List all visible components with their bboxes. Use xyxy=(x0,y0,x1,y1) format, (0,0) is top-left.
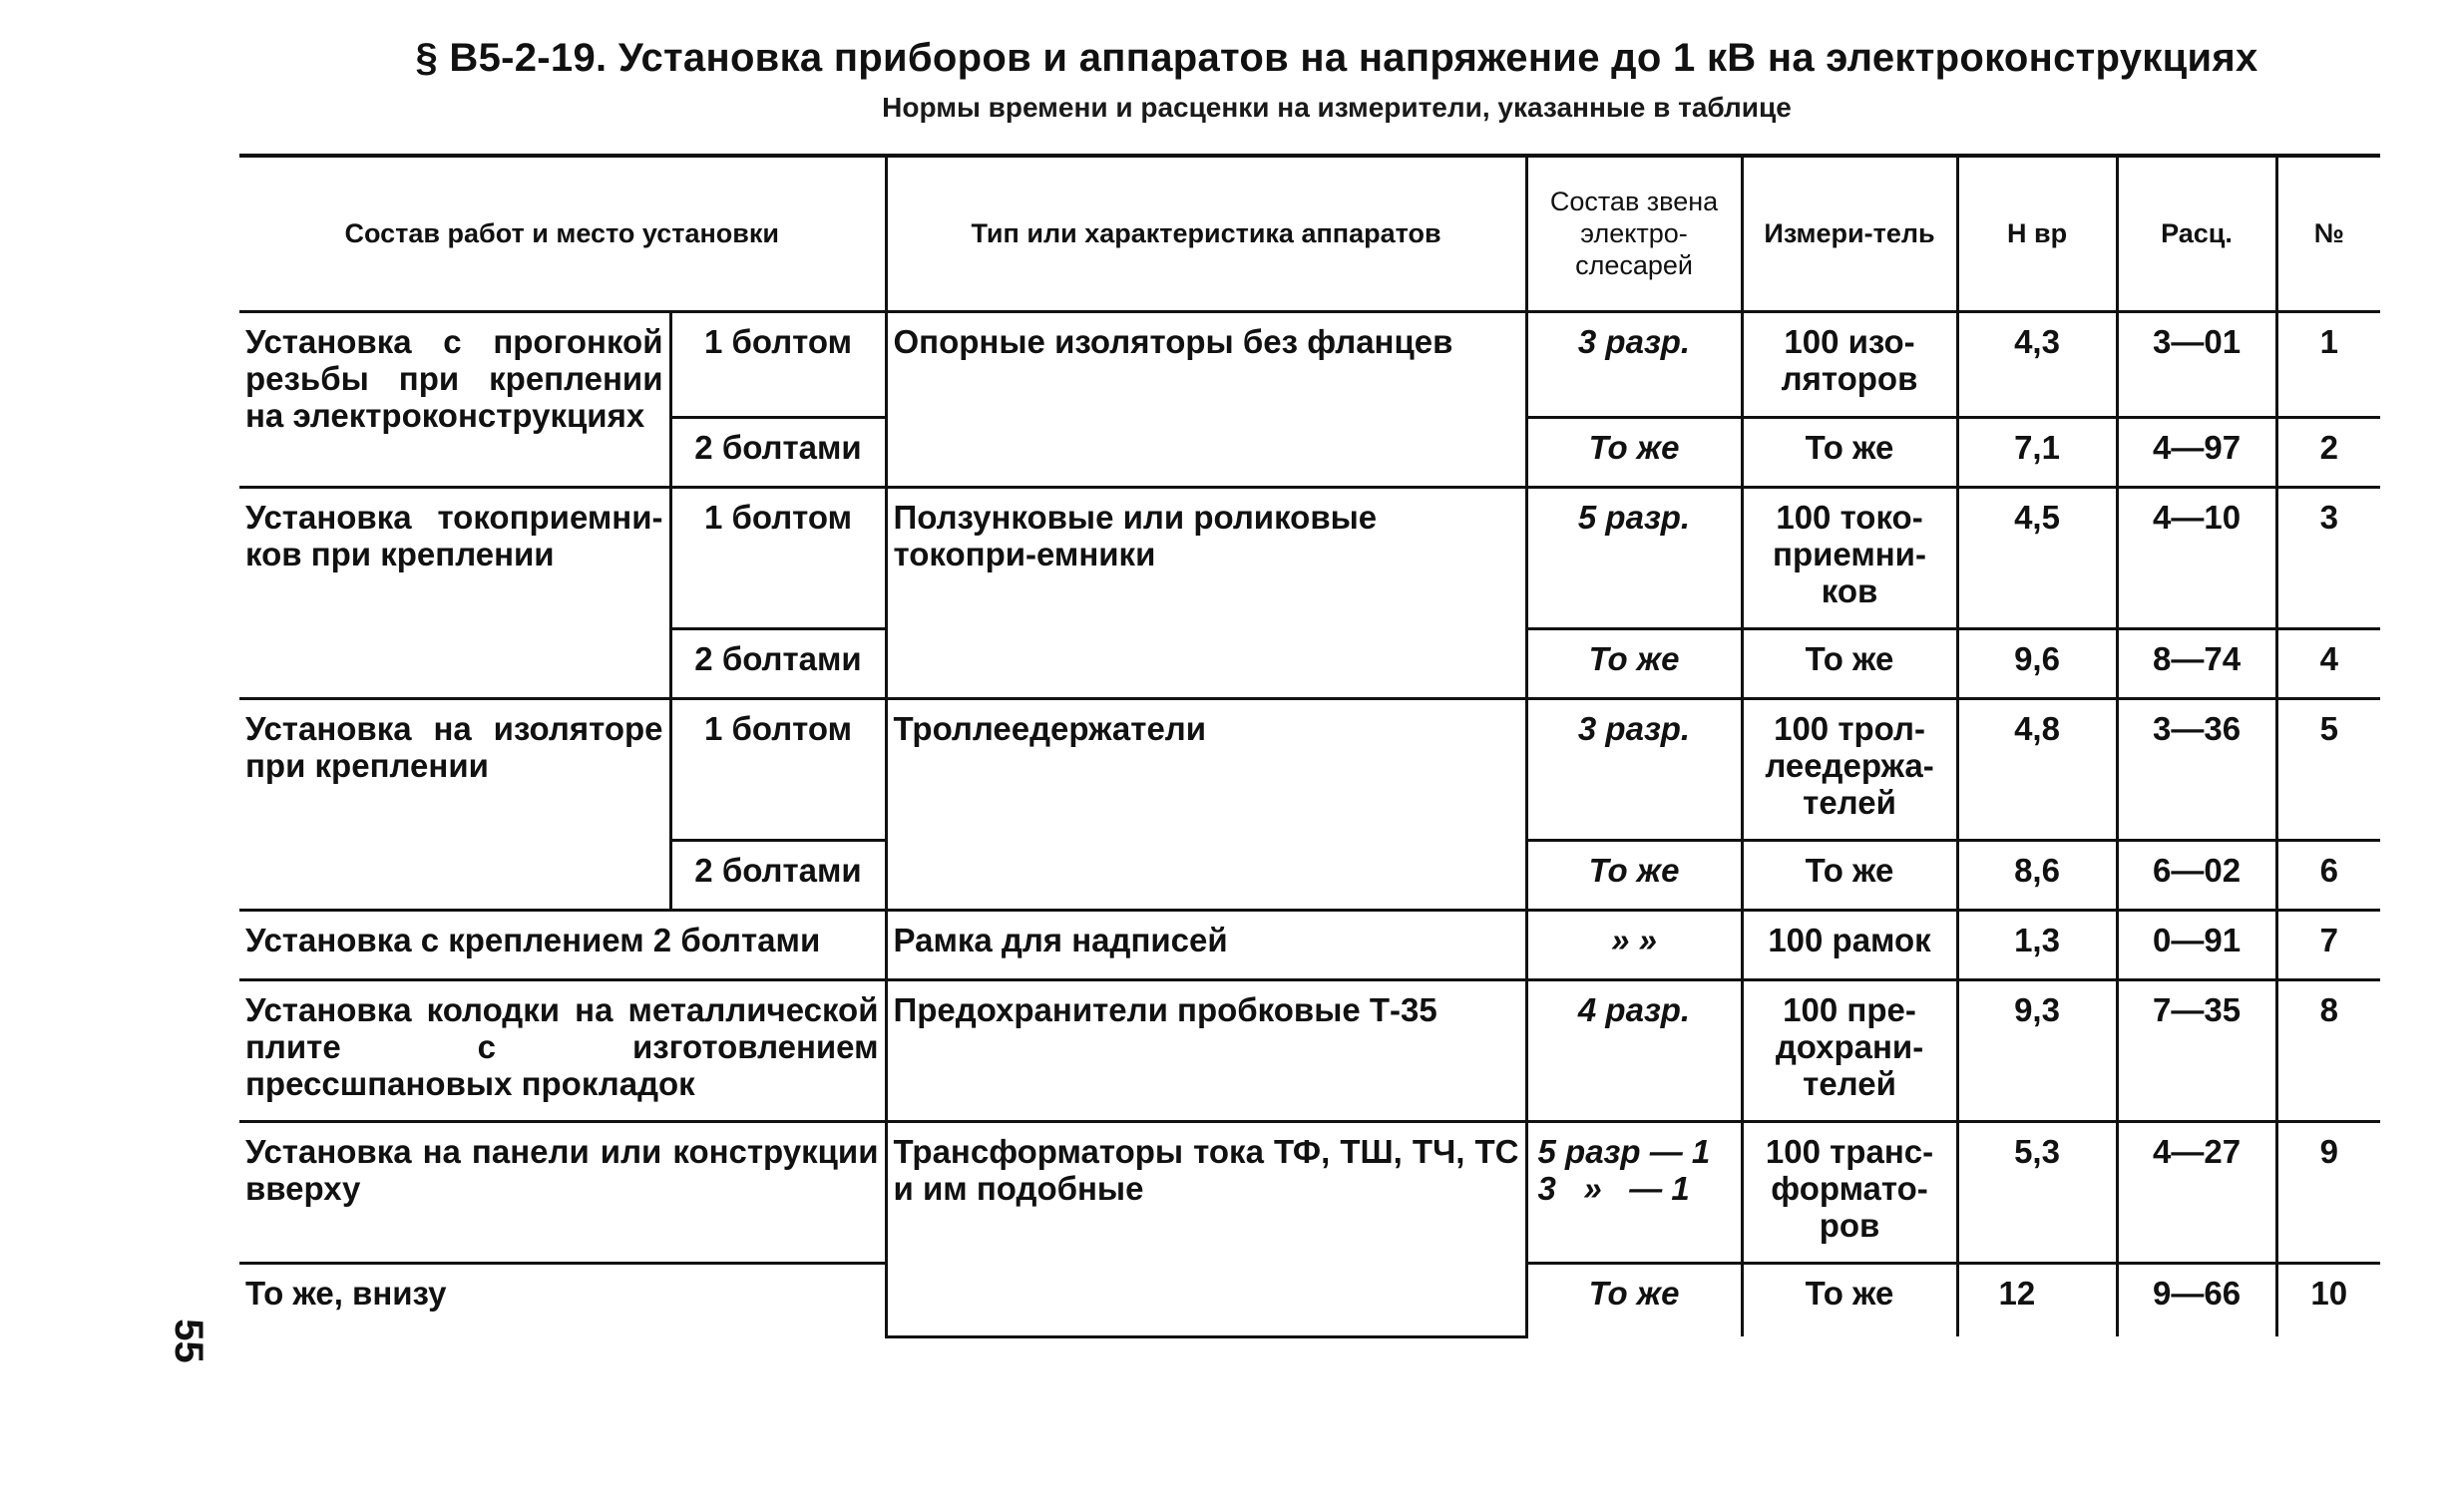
rate-cell: 7—35 xyxy=(2117,979,2276,1121)
rate-cell: 3—01 xyxy=(2117,311,2276,417)
crew-cell: 3 разр. xyxy=(1526,698,1742,840)
type-cell: Рамка для надписей xyxy=(886,910,1526,979)
header-num: № xyxy=(2276,156,2380,311)
page-number: 55 xyxy=(166,1319,210,1363)
header-type: Тип или характеристика аппаратов xyxy=(886,156,1526,311)
crew-cell: То же xyxy=(1526,417,1742,487)
rate-cell: 9—66 xyxy=(2117,1263,2276,1336)
num-cell: 6 xyxy=(2276,840,2380,910)
unit-cell: То же xyxy=(1742,628,1957,698)
unit-cell: 100 изо-ляторов xyxy=(1742,311,1957,417)
num-cell: 3 xyxy=(2276,487,2380,628)
table-row xyxy=(239,487,2380,628)
work-cell: Установка на панели или конструкции вверху xyxy=(239,1121,886,1263)
work-cell: То же, внизу xyxy=(239,1263,886,1336)
type-cell: Трансформаторы тока ТФ, ТШ, ТЧ, ТС и им подобные xyxy=(886,1121,1526,1336)
fix-cell: 1 болтом xyxy=(670,698,886,840)
unit-cell: 100 рамок xyxy=(1742,910,1957,979)
unit-cell: То же xyxy=(1742,1263,1957,1336)
num-cell: 2 xyxy=(2276,417,2380,487)
crew-cell: » » xyxy=(1526,910,1742,979)
nvr-cell: 4,3 xyxy=(1957,311,2117,417)
nvr-cell: 9,6 xyxy=(1957,628,2117,698)
norms-table xyxy=(239,154,2380,1338)
type-cell: Предохранители пробковые Т-35 xyxy=(886,979,1526,1121)
nvr-cell: 1,3 xyxy=(1957,910,2117,979)
work-cell: Установка токоприемни-ков при креплении xyxy=(239,487,670,698)
type-cell: Ползунковые или роликовые токопри-емники xyxy=(886,487,1526,698)
table-row xyxy=(239,698,2380,840)
header-nvr: Н вр xyxy=(1957,156,2117,311)
fix-cell: 1 болтом xyxy=(670,311,886,417)
type-cell: Троллеедержатели xyxy=(886,698,1526,910)
nvr-cell: 9,3 xyxy=(1957,979,2117,1121)
crew-line: 3 » — 1 xyxy=(1537,1169,1690,1207)
crew-line: 5 разр — 1 xyxy=(1537,1132,1711,1170)
rate-cell: 0—91 xyxy=(2117,910,2276,979)
crew-cell: 3 разр. xyxy=(1526,311,1742,417)
crew-cell: То же xyxy=(1526,628,1742,698)
nvr-cell: 5,3 xyxy=(1957,1121,2117,1263)
fix-cell: 2 болтами xyxy=(670,417,886,487)
unit-cell: 100 трол-леедержа-телей xyxy=(1742,698,1957,840)
table-header-row xyxy=(239,156,2380,311)
work-cell: Установка колодки на металлической плите с изготовлением прессшпановых прокладок xyxy=(239,979,886,1121)
table-row xyxy=(239,311,2380,417)
work-cell: Установка на изоляторе при креплении xyxy=(239,698,670,910)
fix-cell: 2 болтами xyxy=(670,840,886,910)
section-subtitle: Нормы времени и расценки на измерители, указанные в таблице xyxy=(882,92,1792,123)
unit-cell: То же xyxy=(1742,417,1957,487)
num-cell: 4 xyxy=(2276,628,2380,698)
crew-cell xyxy=(1526,1121,1742,1263)
work-cell: Установка с прогонкой резьбы при креплении на электроконструкциях xyxy=(239,311,670,487)
crew-cell: То же xyxy=(1526,1263,1742,1336)
nvr-cell: 7,1 xyxy=(1957,417,2117,487)
rate-cell: 3—36 xyxy=(2117,698,2276,840)
rate-cell: 4—10 xyxy=(2117,487,2276,628)
unit-cell: 100 пре-дохрани-телей xyxy=(1742,979,1957,1121)
header-rate: Расц. xyxy=(2117,156,2276,311)
rate-cell: 6—02 xyxy=(2117,840,2276,910)
num-cell: 1 xyxy=(2276,311,2380,417)
header-unit: Измери-тель xyxy=(1742,156,1957,311)
nvr-cell: 4,5 xyxy=(1957,487,2117,628)
work-cell: Установка с креплением 2 болтами xyxy=(239,910,886,979)
header-work: Состав работ и место установки xyxy=(239,156,886,311)
num-cell: 5 xyxy=(2276,698,2380,840)
unit-cell: 100 транс-формато-ров xyxy=(1742,1121,1957,1263)
type-cell: Опорные изоляторы без фланцев xyxy=(886,311,1526,487)
header-crew: Состав звена электро-слесарей xyxy=(1526,156,1742,311)
num-cell: 10 xyxy=(2276,1263,2380,1336)
unit-cell: 100 токо-приемни-ков xyxy=(1742,487,1957,628)
rate-cell: 4—27 xyxy=(2117,1121,2276,1263)
num-cell: 8 xyxy=(2276,979,2380,1121)
table-row xyxy=(239,910,2380,979)
nvr-cell: 8,6 xyxy=(1957,840,2117,910)
num-cell: 7 xyxy=(2276,910,2380,979)
crew-cell: То же xyxy=(1526,840,1742,910)
table-row xyxy=(239,979,2380,1121)
fix-cell: 1 болтом xyxy=(670,487,886,628)
fix-cell: 2 болтами xyxy=(670,628,886,698)
rate-cell: 4—97 xyxy=(2117,417,2276,487)
num-cell: 9 xyxy=(2276,1121,2380,1263)
unit-cell: То же xyxy=(1742,840,1957,910)
crew-cell: 4 разр. xyxy=(1526,979,1742,1121)
table-row xyxy=(239,1121,2380,1263)
section-title: § В5-2-19. Установка приборов и аппаратов на напряжение до 1 кВ на электроконструкциях xyxy=(415,36,2258,80)
rate-cell: 8—74 xyxy=(2117,628,2276,698)
nvr-cell: 4,8 xyxy=(1957,698,2117,840)
nvr-cell: 12 xyxy=(1957,1263,2117,1336)
crew-cell: 5 разр. xyxy=(1526,487,1742,628)
